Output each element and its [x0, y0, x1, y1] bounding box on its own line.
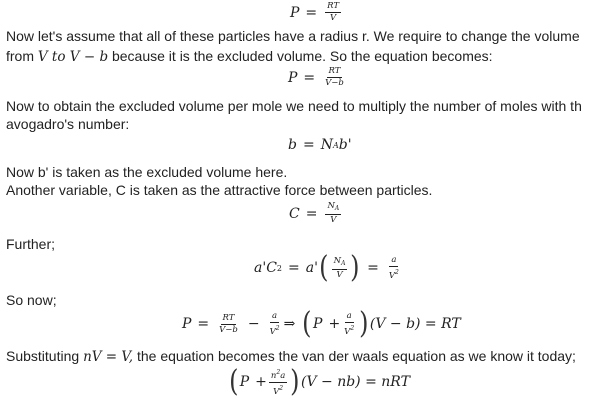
eq7-num-a: a: [280, 370, 286, 381]
eq7-rest: (V − nb) = nRT: [300, 374, 410, 390]
eq6-fraction-3: [342, 312, 356, 337]
paragraph-radius: Now let's assume that all of these particles have a radius r. We require to change the volume: [6, 28, 580, 44]
equation-van-der-waals: [228, 364, 410, 399]
eq5-lhs: a'C: [254, 260, 277, 276]
eq6-lhs: P: [182, 316, 192, 332]
equation-c: [289, 202, 343, 225]
paragraph-b-prime: Now b' is taken as the excluded volume here.: [6, 164, 288, 180]
eq4-denominator: V: [330, 215, 337, 225]
eq5-right-fraction: [387, 256, 401, 281]
eq7-right-paren: ): [290, 364, 300, 399]
eq4-fraction: [325, 202, 341, 225]
eq3-lhs: b: [288, 137, 297, 153]
eq3-equals: =: [302, 137, 315, 153]
eq1-equals: =: [305, 4, 318, 21]
paragraph-further: Further;: [6, 236, 56, 252]
eq5-rden-v: V: [388, 270, 396, 281]
p9-pre: Substituting: [6, 348, 84, 364]
eq6-equals: =: [197, 316, 210, 332]
paragraph-excluded-volume: [6, 47, 605, 66]
eq6-den3-sup: 2: [350, 324, 355, 332]
eq5-right-paren: ): [350, 250, 360, 285]
p9-post: the equation becomes the van der waals equation as we know it today;: [133, 348, 576, 364]
eq5-fraction: [332, 257, 348, 280]
eq4-lhs: C: [289, 205, 300, 222]
eq6-rest: (V − b) = RT: [369, 316, 461, 332]
eq6-fraction-1: [217, 314, 240, 335]
eq7-numerator: [269, 368, 287, 383]
paragraph-so-now: So now;: [6, 292, 57, 308]
eq6-denominator-1: V−b: [219, 324, 238, 335]
eq2-lhs: P: [288, 69, 298, 86]
paragraph-avogadro: avogadro's number:: [6, 116, 130, 132]
eq5-num-sub: A: [341, 259, 346, 267]
eq6-den3-v: V: [344, 326, 351, 337]
eq2-fraction: [323, 67, 346, 88]
eq6-denominator-2: [268, 323, 282, 337]
eq2-equals: =: [303, 69, 316, 86]
p2-math-b: b: [99, 49, 109, 65]
eq6-implies-arrow: ⇒: [283, 316, 296, 332]
eq4-num-sub: A: [334, 205, 340, 212]
paragraph-substituting: [6, 347, 605, 366]
p9-math: nV = V,: [83, 349, 134, 365]
equation-b: [288, 137, 352, 153]
eq5-lhs-sup: 2: [276, 263, 283, 273]
p2-post: because it is the excluded volume. So the equation becomes:: [108, 48, 493, 64]
eq7-denominator: [271, 383, 285, 397]
eq1-numerator: RT: [327, 1, 340, 11]
eq6-numerator-3: a: [346, 310, 352, 321]
eq2-denominator: V−b: [325, 78, 344, 88]
eq2-numerator: RT: [328, 66, 341, 76]
eq3-n: N: [320, 137, 333, 153]
eq6-numerator-2: a: [272, 310, 278, 321]
eq7-plus: +: [255, 374, 267, 390]
eq4-equals: =: [305, 205, 318, 222]
eq6-fraction-2: [268, 312, 282, 337]
p2-math-v-to-v: V to V: [37, 49, 80, 65]
eq1-denominator: V: [330, 13, 337, 23]
eq5-equals-2: =: [367, 260, 379, 276]
equation-derivation: [182, 306, 461, 341]
eq5-denominator: V: [336, 269, 343, 280]
eq5-rden-sup: 2: [395, 268, 399, 276]
equation-excluded: [288, 67, 348, 88]
eq3-n-sub: A: [332, 140, 339, 150]
eq4-num-n: N: [327, 201, 335, 211]
eq5-left-paren: (: [319, 250, 329, 285]
eq6-minus: −: [247, 316, 260, 332]
eq6-denominator-3: [342, 323, 356, 337]
paragraph-per-mole: Now to obtain the excluded volume per mole we need to multiply the number of moles with th: [6, 98, 582, 114]
equation-attraction: [254, 250, 403, 285]
eq6-p: P: [313, 316, 323, 332]
eq1-lhs: P: [290, 4, 300, 21]
equation-ideal-gas: [290, 2, 343, 23]
eq1-fraction: [325, 2, 341, 23]
eq5-right-numerator: a: [391, 254, 397, 265]
eq7-num-n: n: [270, 370, 277, 381]
eq7-den-sup: 2: [279, 384, 284, 392]
eq6-right-paren: ): [359, 306, 369, 341]
eq7-left-paren: (: [229, 364, 239, 399]
paragraph-variable-c: Another variable, C is taken as the attractive force between particles.: [6, 182, 433, 198]
eq5-numerator: [332, 257, 348, 270]
eq6-numerator-1: RT: [222, 312, 235, 323]
eq6-left-paren: (: [302, 306, 312, 341]
eq6-den2-sup: 2: [275, 324, 280, 332]
eq6-plus: +: [328, 316, 341, 332]
eq5-num-n: N: [333, 255, 342, 266]
eq7-p: P: [239, 374, 250, 390]
eq7-den-v: V: [273, 386, 280, 397]
eq6-den2-v: V: [269, 326, 276, 337]
eq5-right-denominator: [387, 267, 401, 281]
eq7-fraction: [269, 368, 287, 397]
p2-math-minus: −: [79, 49, 100, 65]
eq3-b-prime: b': [338, 137, 352, 153]
eq5-a-prime: a': [305, 260, 318, 276]
eq7-num-sup: 2: [276, 368, 281, 376]
p2-pre: from: [6, 48, 38, 64]
eq5-equals: =: [288, 260, 300, 276]
eq4-numerator: [325, 202, 341, 215]
